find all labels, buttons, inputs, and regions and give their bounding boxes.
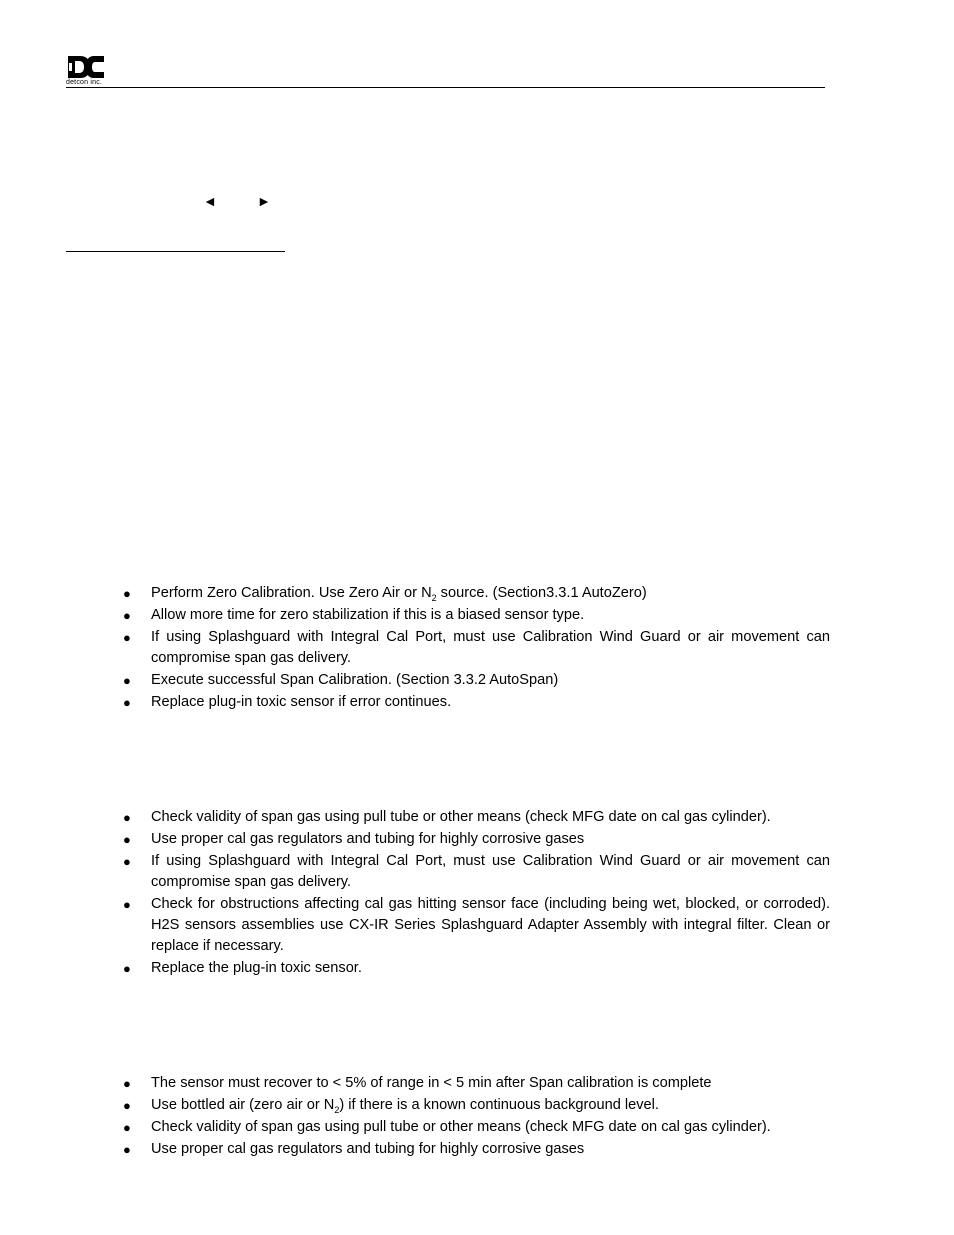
list-item (123, 583, 830, 604)
list-item-text: Check validity of span gas using pull tube or other means (check MFG date on cal gas cylinder). (151, 1119, 771, 1135)
detcon-logo-mark (66, 54, 106, 80)
bullet-icon: ● (123, 1120, 131, 1135)
bullet-icon: ● (123, 961, 131, 976)
list-item-text: Use proper cal gas regulators and tubing for highly corrosive gases (151, 831, 585, 847)
list-item (123, 958, 830, 979)
list-item-text: Allow more time for zero stabilization if this is a biased sensor type. (151, 607, 585, 623)
list-item (123, 894, 830, 957)
list-item (123, 692, 830, 713)
list-item-text: The sensor must recover to < 5% of range in < 5 min after Span calibration is complete (151, 1075, 712, 1091)
bullet-icon: ● (123, 630, 131, 645)
list-item (123, 670, 830, 691)
list-item (123, 1117, 830, 1138)
list-item (123, 1073, 830, 1094)
logo-caption: detcon inc. (66, 79, 103, 86)
list-item-text: Perform Zero Calibration. Use Zero Air or N (151, 585, 432, 601)
bullet-icon: ● (123, 586, 131, 601)
list-item-text: Check validity of span gas using pull tube or other means (check MFG date on cal gas cylinder). (151, 809, 771, 825)
zero-calibration-steps-list (123, 583, 830, 714)
span-calibration-steps-list (123, 807, 830, 980)
bullet-icon: ● (123, 695, 131, 710)
list-item (123, 1139, 830, 1160)
bullet-icon: ● (123, 608, 131, 623)
bullet-icon: ● (123, 810, 131, 825)
header-divider (66, 87, 825, 88)
list-item-text: Use bottled air (zero air or N (151, 1097, 335, 1113)
list-item-text: ) if there is a known continuous background level. (339, 1097, 659, 1113)
subscript: 2 (334, 1104, 340, 1115)
bullet-icon: ● (123, 832, 131, 847)
list-item (123, 627, 830, 669)
list-item-text: Replace the plug-in toxic sensor. (151, 960, 362, 976)
list-item (123, 605, 830, 626)
list-item (123, 807, 830, 828)
recovery-steps-list (123, 1073, 830, 1161)
list-item (123, 851, 830, 893)
left-arrow-icon: ◄ (203, 193, 217, 209)
right-arrow-icon: ► (257, 193, 271, 209)
bullet-icon: ● (123, 1098, 131, 1113)
list-item (123, 1095, 830, 1116)
section-underline (66, 251, 285, 252)
bullet-icon: ● (123, 1142, 131, 1157)
bullet-icon: ● (123, 673, 131, 688)
list-item-text: If using Splashguard with Integral Cal Port, must use Calibration Wind Guard or air movement can compromise span gas delivery. (151, 629, 830, 666)
list-item-text: source. (Section3.3.1 AutoZero) (436, 585, 647, 601)
list-item (123, 829, 830, 850)
list-item-text: Execute successful Span Calibration. (Section 3.3.2 AutoSpan) (151, 672, 559, 688)
list-item-text: Use proper cal gas regulators and tubing for highly corrosive gases (151, 1141, 585, 1157)
list-item-text: Replace plug-in toxic sensor if error continues. (151, 694, 452, 710)
list-item-text: If using Splashguard with Integral Cal Port, must use Calibration Wind Guard or air movement can compromise span gas delivery. (151, 853, 830, 890)
subscript: 2 (431, 592, 437, 603)
bullet-icon: ● (123, 854, 131, 869)
bullet-icon: ● (123, 1076, 131, 1091)
bullet-icon: ● (123, 897, 131, 912)
list-item-text: Check for obstructions affecting cal gas hitting sensor face (including being wet, blocked, or corroded). H2S sensors assemblies use CX-IR Series Splashguard Adapter Assembly with integral filter. Clean or replace if necessary. (151, 896, 830, 954)
